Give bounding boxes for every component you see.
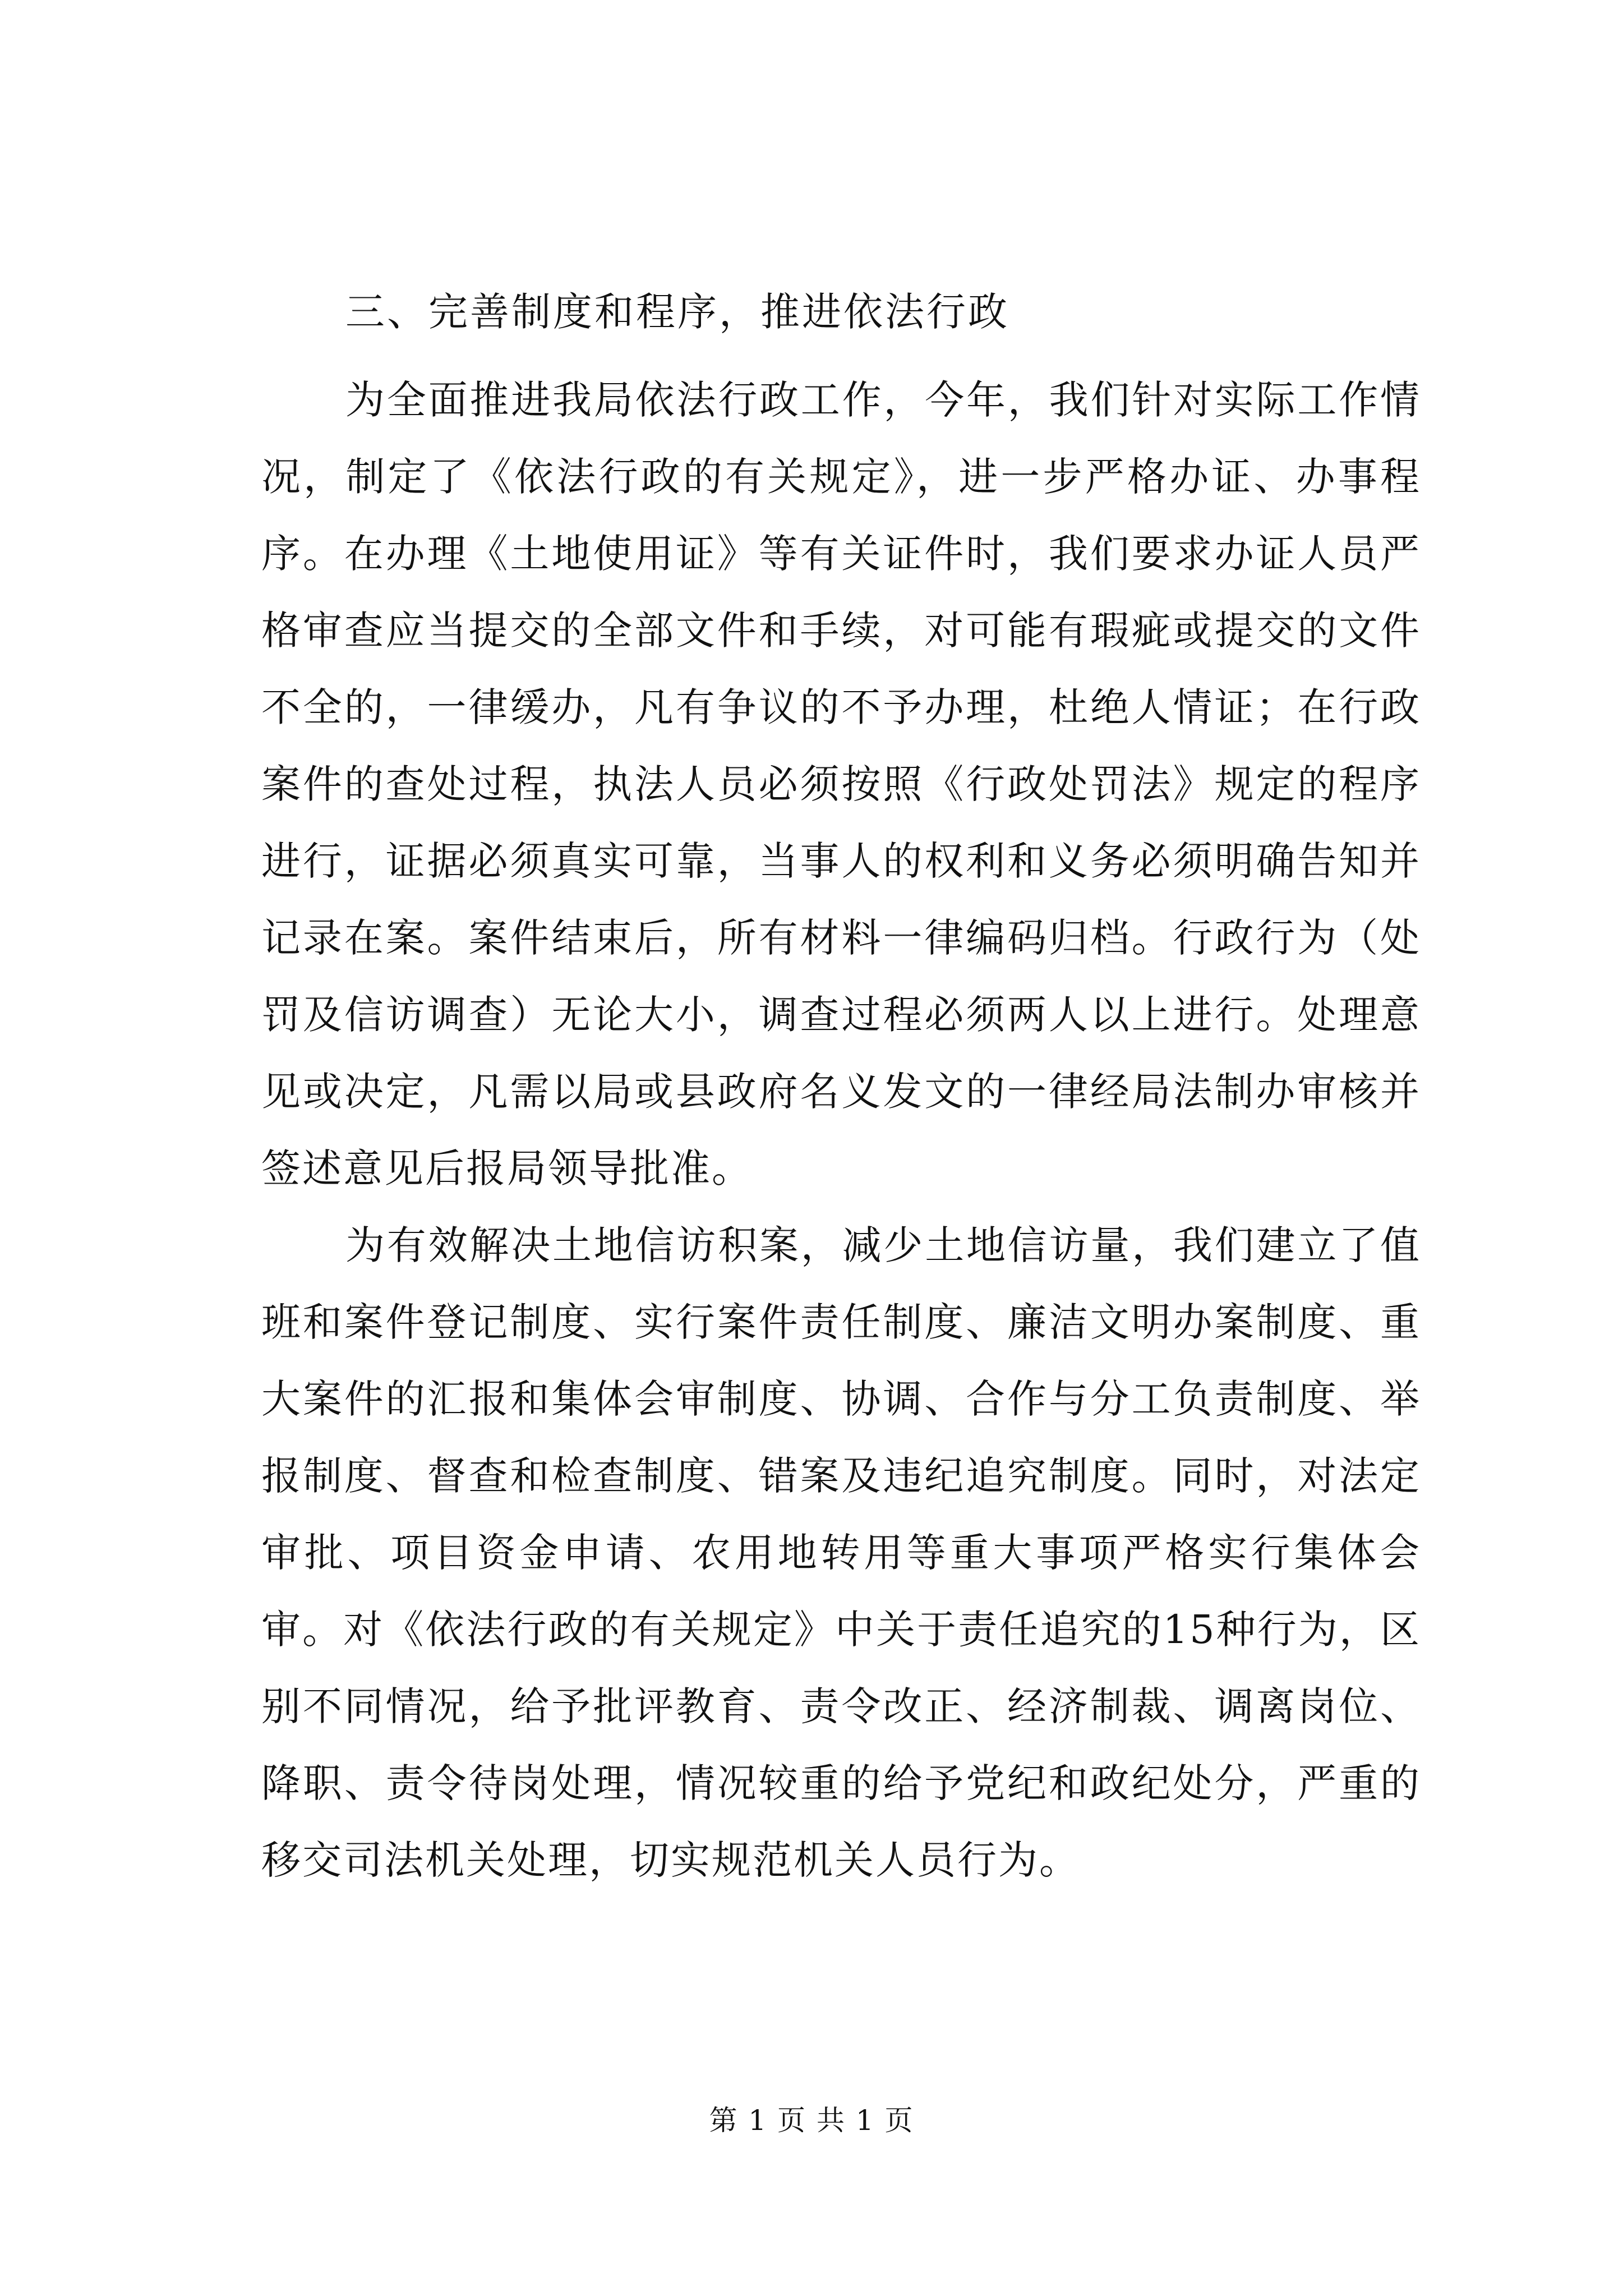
document-body xyxy=(261,285,1421,1899)
section-heading: 三、完善制度和程序，推进依法行政 xyxy=(345,289,1009,335)
paragraph-1: 为全面推进我局依法行政工作，今年，我们针对实际工作情况，制定了《依法行政的有关规定》，进一步严格办证、办事程序。在办理《土地使用证》等有关证件时，我们要求办证人员严格审查应当提交的全部文件和手续，对可能有瑕疵或提交的文件不全的，一律缓办，凡有争议的不予办理，杜绝人情证；在行政案件的查处过程，执法人员必须按照《行政处罚法》规定的程序进行，证据必须真实可靠，当事人的权利和义务必须明确告知并记录在案。案件结束后，所有材料一律编码归档。行政行为（处罚及信访调查）无论大小，调查过程必须两人以上进行。处理意见或决定，凡需以局或县政府名义发文的一律经局法制办审核并签述意见后报局领导批准。 xyxy=(261,377,1421,1191)
paragraph-2: 为有效解决土地信访积案，减少土地信访量，我们建立了值班和案件登记制度、实行案件责任制度、廉洁文明办案制度、重大案件的汇报和集体会审制度、协调、合作与分工负责制度、举报制度、督查和检查制度、错案及违纪追究制度。同时，对法定审批、项目资金申请、农用地转用等重大事项严格实行集体会审。对《依法行政的有关规定》中关于责任追究的15种行为，区别不同情况，给予批评教育、责令改正、经济制裁、调离岗位、降职、责令待岗处理，情况较重的给予党纪和政纪处分，严重的移交司法机关处理，切实规范机关人员行为。 xyxy=(261,1222,1421,1883)
page-footer: 第 1 页 共 1 页 xyxy=(709,2104,914,2137)
